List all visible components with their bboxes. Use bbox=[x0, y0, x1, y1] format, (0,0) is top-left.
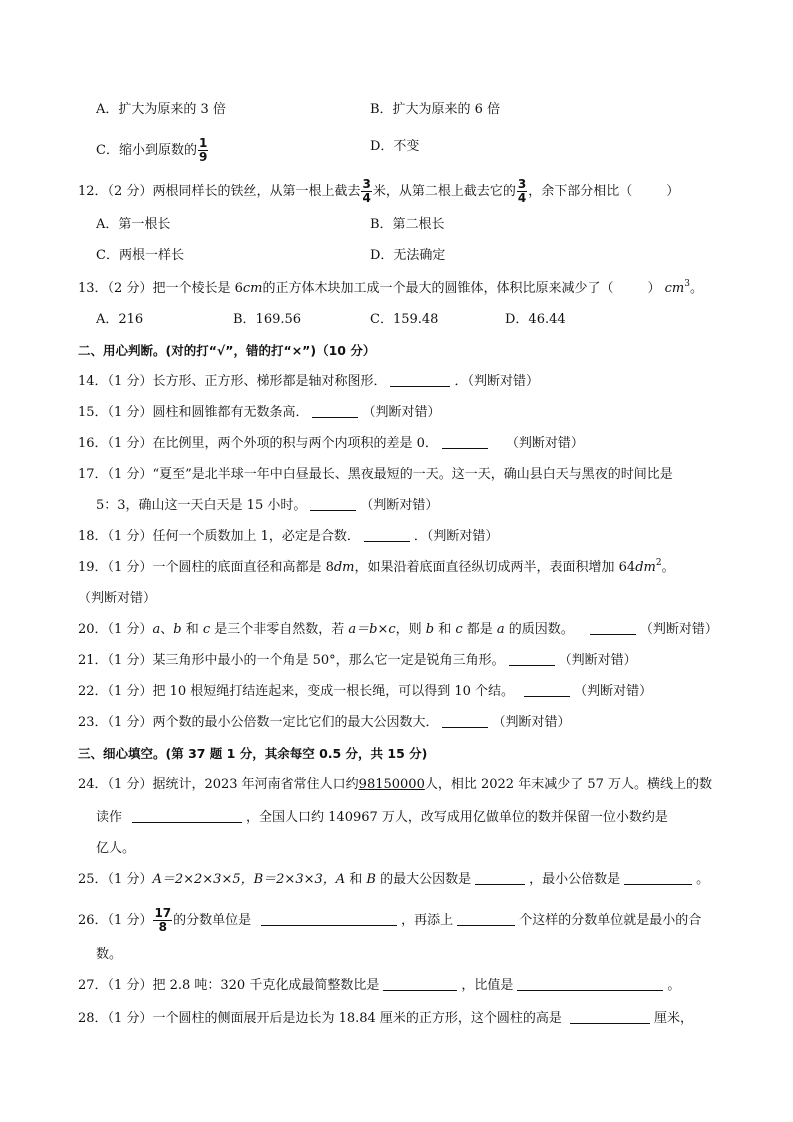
q26-text-b: ，再添上 bbox=[401, 913, 454, 928]
q16-text: 16．（1 分）在比例里，两个外项的积与两个内项积的差是 0． bbox=[78, 436, 438, 451]
q11-option-c-text: C．缩小到原数的 bbox=[96, 143, 197, 158]
q12-head: 12．（2 分）两根同样长的铁丝，从第一根上截去 bbox=[78, 184, 361, 199]
q26-text-c: 个这样的分数单位就是最小的合 bbox=[519, 913, 702, 928]
section-2-title: 二、用心判断。(对的打“√”，错的打“×”)（10 分） bbox=[78, 343, 376, 358]
q12-option-c: C．两根一样长 bbox=[96, 248, 184, 263]
q15 bbox=[78, 403, 440, 423]
q28 bbox=[78, 1009, 693, 1029]
q23 bbox=[78, 713, 570, 733]
q24-underlined-number: 98150000 bbox=[358, 777, 425, 792]
q13-unit-cm: cm bbox=[242, 281, 263, 296]
q20-var: a bbox=[496, 622, 505, 637]
q18-text: 18．（1 分）任何一个质数加上 1，必定是合数． bbox=[78, 529, 360, 544]
q24-answer-blank-1[interactable] bbox=[132, 808, 242, 823]
q20-var: b bbox=[425, 622, 435, 637]
q11-fraction bbox=[198, 137, 208, 164]
q17-text: 5：3，确山这一天白天是 15 小时。 bbox=[96, 498, 307, 513]
q24-text-b: 人，相比 2022 年末减少了 57 万人。横线上的数 bbox=[424, 777, 712, 792]
q13-stem bbox=[78, 279, 703, 299]
q23-answer-blank[interactable] bbox=[442, 713, 488, 728]
q25-sep: 和 bbox=[345, 872, 367, 887]
q13-unit-cm3: cm bbox=[664, 281, 685, 296]
q25-lcm-blank[interactable] bbox=[624, 870, 692, 885]
q13-option-d: D．46.44 bbox=[505, 312, 566, 327]
fraction-denominator: 9 bbox=[198, 150, 208, 164]
q17-line-1: 17．（1 分）“夏至”是北半球一年中白昼最长、黑夜最短的一天。这一天，确山县白天与黑夜的时间比是 bbox=[78, 467, 673, 482]
q20-var: a bbox=[152, 622, 161, 637]
q24-line-3 bbox=[96, 839, 135, 859]
q13-close: ） bbox=[647, 281, 661, 296]
q22-answer-blank[interactable] bbox=[524, 682, 570, 697]
q12-fraction-2 bbox=[517, 178, 527, 205]
q16-suffix: （判断对错） bbox=[505, 436, 584, 451]
q13-option-a: A．216 bbox=[96, 312, 144, 327]
q15-answer-blank[interactable] bbox=[312, 403, 358, 418]
q13-head: 13．（2 分）把一个棱长是 6 bbox=[78, 281, 243, 296]
q12-close: ） bbox=[666, 184, 680, 199]
fraction-numerator: 1 bbox=[198, 136, 208, 150]
q20 bbox=[78, 620, 718, 640]
q15-text: 15．（1 分）圆柱和圆锥都有无数条高． bbox=[78, 405, 309, 420]
q12-mid: 米，从第二根上截去它的 bbox=[372, 184, 516, 199]
q22-text: 22．（1 分）把 10 根短绳打结连起来，变成一根长绳，可以得到 10 个结。 bbox=[78, 684, 515, 699]
q24-text-a: 24．（1 分）据统计，2023 年河南省常住人口约 bbox=[78, 777, 359, 792]
q27-ratio-blank[interactable] bbox=[383, 976, 457, 991]
q12-option-b: B．第二根长 bbox=[370, 217, 445, 232]
q19-exponent: 2 bbox=[655, 558, 662, 568]
q21-answer-blank[interactable] bbox=[509, 651, 555, 666]
fraction-numerator: 17 bbox=[154, 906, 172, 920]
q19-unit-dm2: dm bbox=[635, 560, 656, 575]
q24-line-1 bbox=[78, 775, 712, 795]
q25-text-lcm: ，最小公倍数是 bbox=[529, 872, 621, 887]
fraction-numerator: 3 bbox=[362, 177, 371, 191]
q27-end: 。 bbox=[667, 978, 681, 993]
q21-text: 21．（1 分）某三角形中最小的一个角是 50°，那么它一定是锐角三角形。 bbox=[78, 653, 505, 668]
q25 bbox=[78, 870, 709, 890]
q19-unit-dm: dm bbox=[333, 560, 355, 575]
q23-text: 23．（1 分）两个数的最小公倍数一定比它们的最大公因数大． bbox=[78, 715, 439, 730]
q13-option-b: B．169.56 bbox=[233, 312, 302, 327]
q21 bbox=[78, 651, 637, 671]
q14-answer-blank[interactable] bbox=[390, 372, 450, 387]
q19-line-1 bbox=[78, 558, 675, 578]
fraction-denominator: 4 bbox=[362, 191, 371, 205]
q25-text-gcd: 的最大公因数是 bbox=[375, 872, 472, 887]
q13-option-c: C．159.48 bbox=[370, 312, 439, 327]
q19-text-b: ，如果沿着底面直径纵切成两半，表面积增加 64 bbox=[354, 560, 636, 575]
q24-line-2 bbox=[96, 808, 668, 828]
q24-text-d: ，全国人口约 140967 万人，改写成用亿做单位的数并保留一位小数约是 bbox=[246, 810, 668, 825]
q18-suffix: ．（判断对错） bbox=[413, 529, 499, 544]
q27-value-blank[interactable] bbox=[517, 976, 663, 991]
q27-text-a: 27．（1 分）把 2.8 吨：320 千克化成最简整数比是 bbox=[78, 978, 380, 993]
q26-unit-blank[interactable] bbox=[261, 911, 397, 926]
q25-number: 25．（1 分） bbox=[78, 872, 153, 887]
q25-end: 。 bbox=[696, 872, 710, 887]
q14-text: 14．（1 分）长方形、正方形、梯形都是轴对称图形． bbox=[78, 374, 387, 389]
q26-text-a: 的分数单位是 bbox=[173, 913, 252, 928]
q26-line-1 bbox=[78, 906, 701, 936]
q26-line-2: 数。 bbox=[96, 947, 123, 962]
q28-text-a: 28．（1 分）一个圆柱的侧面展开后是边长为 18.84 厘米的正方形，这个圆柱的高是 bbox=[78, 1011, 562, 1026]
q13-end: 。 bbox=[689, 281, 703, 296]
q20-text: 是三个非零自然数，若 bbox=[210, 622, 349, 637]
q12-fraction-1 bbox=[361, 178, 371, 205]
q20-text: 都是 bbox=[462, 622, 497, 637]
q20-text: 的质因数。 bbox=[504, 622, 574, 637]
fraction-denominator: 4 bbox=[517, 191, 527, 205]
q20-sep: 和 bbox=[181, 622, 203, 637]
fraction-denominator: 8 bbox=[158, 920, 167, 934]
q25-equations: A＝2×2×3×5，B＝2×3×3， bbox=[152, 872, 336, 887]
q16-answer-blank[interactable] bbox=[442, 434, 488, 449]
q28-text-b: 厘米， bbox=[653, 1011, 693, 1026]
q15-suffix: （判断对错） bbox=[362, 405, 441, 420]
q19-text-a: 19．（1 分）一个圆柱的底面直径和高都是 8 bbox=[78, 560, 334, 575]
q17-suffix: （判断对错） bbox=[360, 498, 439, 513]
q26-number: 26．（1 分） bbox=[78, 913, 153, 928]
q18 bbox=[78, 527, 498, 547]
q13-exponent: 3 bbox=[684, 279, 690, 289]
q20-var: c bbox=[202, 622, 211, 637]
q20-var: c bbox=[455, 622, 463, 637]
q14 bbox=[78, 372, 539, 392]
q12-option-a: A．第一根长 bbox=[96, 217, 171, 232]
q27-text-b: ，比值是 bbox=[461, 978, 514, 993]
q20-equation: a＝b×c bbox=[348, 622, 396, 637]
q23-suffix: （判断对错） bbox=[492, 715, 571, 730]
q19-end: 。 bbox=[661, 560, 675, 575]
q20-answer-blank[interactable] bbox=[590, 620, 636, 635]
q24-text-e: 亿人。 bbox=[96, 841, 136, 856]
q11-option-b: B．扩大为原来的 6 倍 bbox=[370, 102, 501, 117]
q17-line-2 bbox=[96, 496, 438, 516]
q16 bbox=[78, 434, 584, 454]
q20-var: b bbox=[173, 622, 182, 637]
q25-var-b: B bbox=[366, 872, 376, 887]
fraction-numerator: 3 bbox=[517, 177, 527, 191]
q12-stem bbox=[78, 178, 679, 205]
q18-answer-blank[interactable] bbox=[364, 527, 410, 542]
q21-suffix: （判断对错） bbox=[558, 653, 637, 668]
q26-fraction bbox=[153, 907, 172, 934]
q14-suffix: ．（判断对错） bbox=[454, 374, 539, 389]
q17-answer-blank[interactable] bbox=[310, 496, 356, 511]
q20-sep: 、 bbox=[160, 622, 174, 637]
q26-count-blank[interactable] bbox=[457, 911, 515, 926]
q27 bbox=[78, 976, 680, 996]
q12-tail: ，余下部分相比（ bbox=[528, 184, 633, 199]
q20-suffix: （判断对错） bbox=[639, 622, 718, 637]
q11-option-c bbox=[96, 137, 209, 164]
q13-mid: 的正方体木块加工成一个最大的圆锥体，体积比原来减少了（ bbox=[262, 281, 614, 296]
q20-sep: 和 bbox=[434, 622, 456, 637]
q22-suffix: （判断对错） bbox=[574, 684, 653, 699]
q22 bbox=[78, 682, 652, 702]
section-3-title: 三、细心填空。(第 37 题 1 分，其余每空 0.5 分，共 15 分) bbox=[78, 746, 428, 761]
q20-number: 20．（1 分） bbox=[78, 622, 153, 637]
q12-option-d: D．无法确定 bbox=[370, 248, 446, 263]
q11-option-d: D．不变 bbox=[370, 139, 420, 154]
q25-gcd-blank[interactable] bbox=[475, 870, 525, 885]
q28-height-blank[interactable] bbox=[570, 1009, 650, 1024]
q20-text: ，则 bbox=[395, 622, 426, 637]
q19-line-2: （判断对错） bbox=[78, 591, 157, 606]
q24-text-c: 读作 bbox=[96, 810, 123, 825]
q11-option-a: A．扩大为原来的 3 倍 bbox=[96, 102, 226, 117]
q25-var-a: A bbox=[335, 872, 346, 887]
